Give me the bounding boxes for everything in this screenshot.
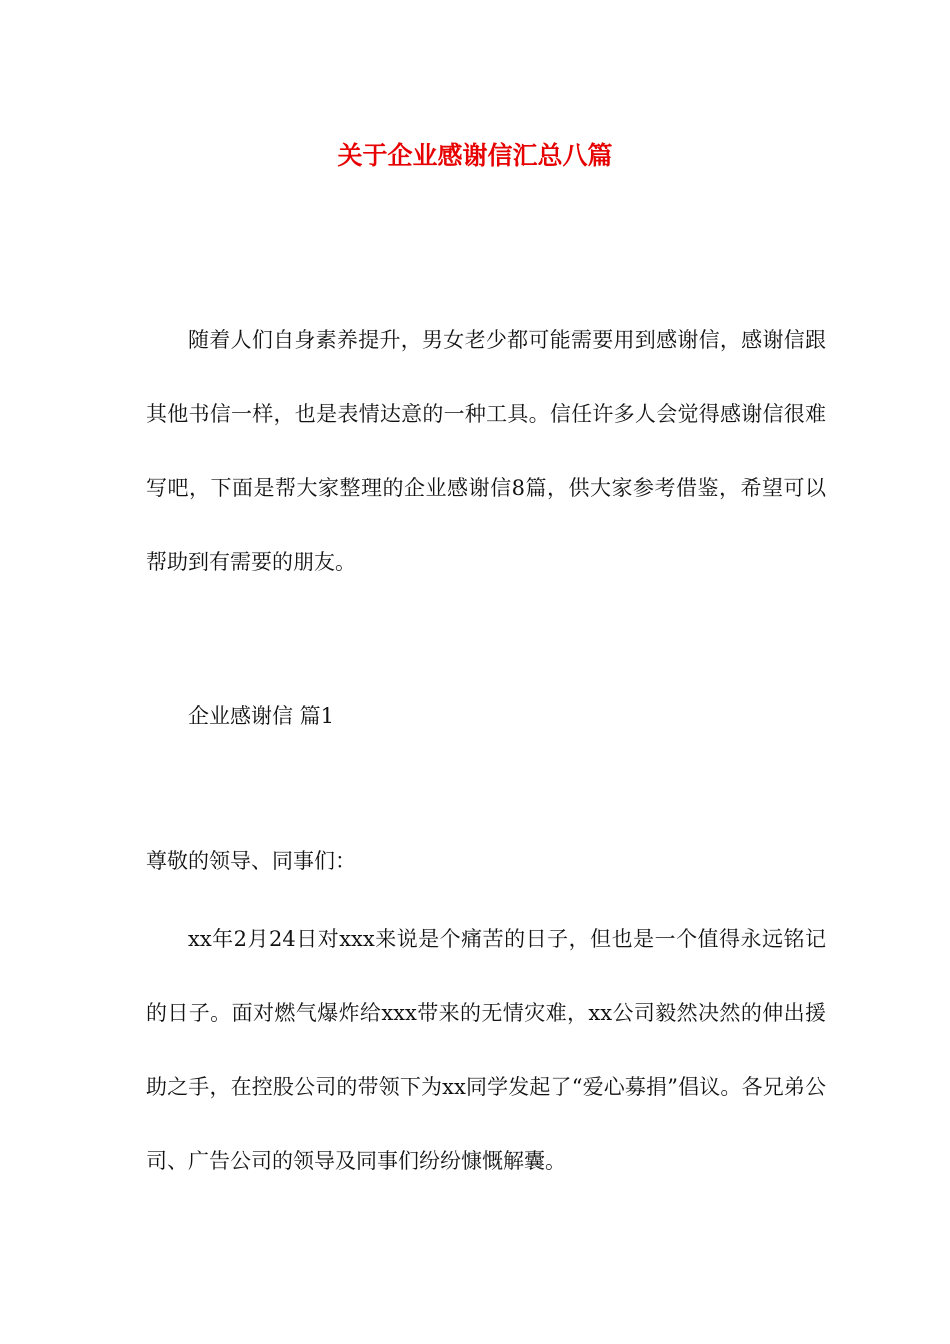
salutation: 尊敬的领导、同事们：: [146, 849, 356, 873]
document-title: 关于企业感谢信汇总八篇: [337, 141, 613, 170]
body-paragraph: xx年2月24日对xxx来说是个痛苦的日子，但也是一个值得永远铭记的日子。面对燃气爆炸给xxx带来的无情灾难，xx公司毅然决然的伸出援助之手，在控股公司的带领下为xx同学发起了“爱心募捐”倡议。各兄弟公司、广告公司的领导及同事们纷纷慷慨解囊。: [146, 927, 826, 1173]
intro-paragraph: 随着人们自身素养提升，男女老少都可能需要用到感谢信，感谢信跟其他书信一样，也是表情达意的一种工具。信任许多人会觉得感谢信很难写吧，下面是帮大家整理的企业感谢信8篇，供大家参考借鉴，希望可以帮助到有需要的朋友。: [146, 328, 826, 574]
section-heading: 企业感谢信 篇1: [188, 704, 335, 728]
